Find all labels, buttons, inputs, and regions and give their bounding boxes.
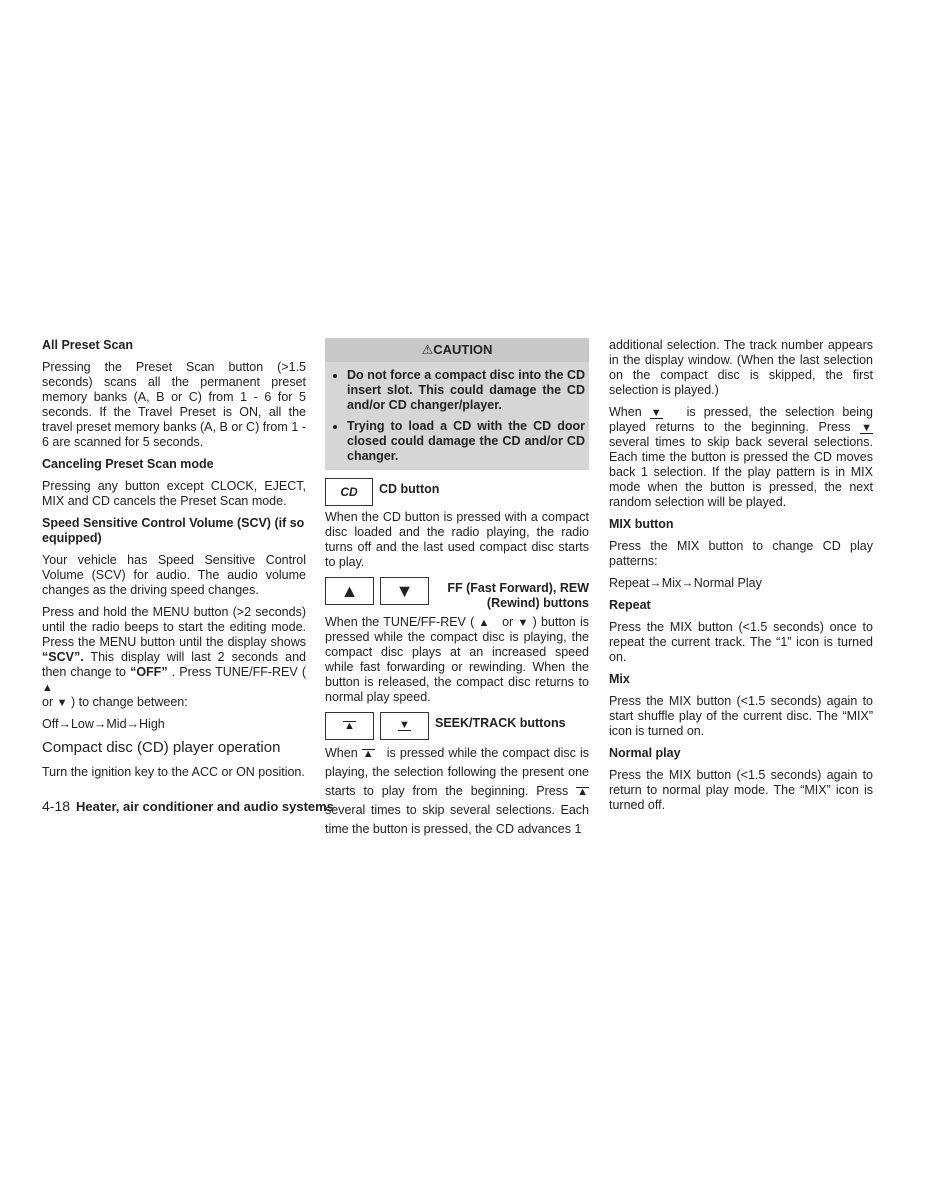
caution-title: ⚠CAUTION	[325, 338, 589, 362]
paragraph-cd-ignition: Turn the ignition key to the ACC or ON position.	[42, 765, 305, 779]
seek-up-icon: ▲	[362, 748, 374, 760]
cd-button-row	[325, 478, 589, 506]
seek-track-row	[325, 712, 589, 740]
paragraph-continuation: additional selection. The track number appears in the display window. (When the last selection on the compact disc is skipped, the first selection is played.)	[609, 338, 873, 397]
caution-box	[325, 338, 589, 470]
heading-mix: Mix	[609, 672, 630, 686]
paragraph-repeat: Press the MIX button (<1.5 seconds) once to repeat the current track. The “1” icon is turned on.	[609, 620, 873, 664]
down-arrow-icon: ▼	[517, 617, 529, 629]
paragraph-mix-button: Press the MIX button to change CD play patterns:	[609, 539, 873, 568]
column-left	[42, 338, 306, 787]
paragraph-play-pattern: Repeat→Mix→Normal Play	[609, 576, 762, 590]
cd-key-icon: CD	[325, 478, 373, 506]
column-middle	[325, 338, 589, 846]
seek-up-icon: ▲	[577, 786, 588, 798]
page-number: 4-18	[42, 798, 71, 814]
seek-down-key-icon: ▼	[380, 712, 429, 740]
heading-normal-play: Normal play	[609, 746, 681, 760]
column-right	[609, 338, 873, 820]
up-arrow-icon: ▲	[478, 617, 490, 629]
up-arrow-icon: ▲	[42, 682, 53, 694]
heading-cd-player-operation: Compact disc (CD) player operation	[42, 739, 281, 756]
heading-all-preset-scan: All Preset Scan	[42, 338, 134, 352]
paragraph-cd-button: When the CD button is pressed with a compact disc loaded and the radio playing, the radio turns off and the last used compact disc starts to play.	[325, 510, 589, 569]
heading-scv: Speed Sensitive Control Volume (SCV) (if so equipped)	[42, 516, 305, 545]
paragraph-scv: Your vehicle has Speed Sensitive Control Volume (SCV) for audio. The audio volume changes as the driving speed changes.	[42, 553, 306, 597]
page-footer	[42, 798, 334, 814]
seek-down-icon: ▼	[650, 407, 662, 419]
down-arrow-key-icon: ▼	[380, 577, 429, 605]
section-title: Heater, air conditioner and audio systems	[76, 799, 334, 814]
caution-item: • Do not force a compact disc into the CD insert slot. This could damage the CD and/or CD changer/player.	[347, 368, 585, 413]
paragraph-menu: Press and hold the MENU button (>2 seconds) until the radio beeps to start the editing mode. Press the MENU button until the display shows “SCV”. This display will last 2 seconds and then change to “OFF” . Press TUNE/FF-REV ( ▲ or ▼ ) to change between:	[42, 605, 306, 709]
paragraph-seek-back: When ▼ is pressed, the selection being played returns to the beginning. Press ▼ several times to skip back several selections. Each time the button is pressed the CD moves back 1 selection. If the play pattern is in MIX mode when the button is pressed, the next random selection will be played.	[609, 405, 873, 509]
ff-rew-row	[325, 577, 589, 611]
cd-button-heading: CD button	[379, 482, 440, 496]
paragraph-ff-rew: When the TUNE/FF-REV ( ▲ or ▼ ) button is pressed while the compact disc is playing, the compact disc plays at an increased speed while fast forwarding or rewinding. When the button is released, the compact disc returns to normal play speed.	[325, 615, 589, 704]
heading-canceling-preset-scan: Canceling Preset Scan mode	[42, 457, 214, 471]
seek-up-key-icon: ▲	[325, 712, 374, 740]
paragraph-canceling-preset-scan: Pressing any button except CLOCK, EJECT, MIX and CD cancels the Preset Scan mode.	[42, 479, 306, 508]
paragraph-mix: Press the MIX button (<1.5 seconds) again to start shuffle play of the current disc. The “MIX” icon is turned on.	[609, 694, 873, 738]
seek-track-heading: SEEK/TRACK buttons	[435, 716, 566, 730]
down-arrow-icon: ▼	[56, 697, 68, 709]
seek-down-icon: ▼	[861, 422, 872, 434]
caution-list	[329, 368, 585, 464]
up-arrow-key-icon: ▲	[325, 577, 374, 605]
ff-rew-heading: FF (Fast Forward), REW (Rewind) buttons	[447, 581, 589, 610]
paragraph-normal-play: Press the MIX button (<1.5 seconds) again to return to normal play mode. The “MIX” icon is turned off.	[609, 768, 873, 812]
paragraph-seek-track: When ▲ is pressed while the compact disc is playing, the selection following the present one starts to play from the beginning. Press ▲ several times to skip several selections. Each time the button is pressed, the CD advances 1	[325, 746, 589, 836]
paragraph-all-preset-scan: Pressing the Preset Scan button (>1.5 seconds) scans all the permanent preset memory banks (A, B or C) from 1 - 6 for 5 seconds. If the Travel Preset is ON, all the travel preset memory banks (A, B or C) from 1 - 6 are scanned for 5 seconds.	[42, 360, 306, 449]
caution-item: • Trying to load a CD with the CD door closed could damage the CD and/or CD changer.	[347, 419, 585, 464]
warning-triangle-icon: ⚠	[421, 342, 434, 357]
paragraph-levels: Off→Low→Mid→High	[42, 717, 165, 731]
heading-repeat: Repeat	[609, 598, 651, 612]
heading-mix-button: MIX button	[609, 517, 674, 531]
